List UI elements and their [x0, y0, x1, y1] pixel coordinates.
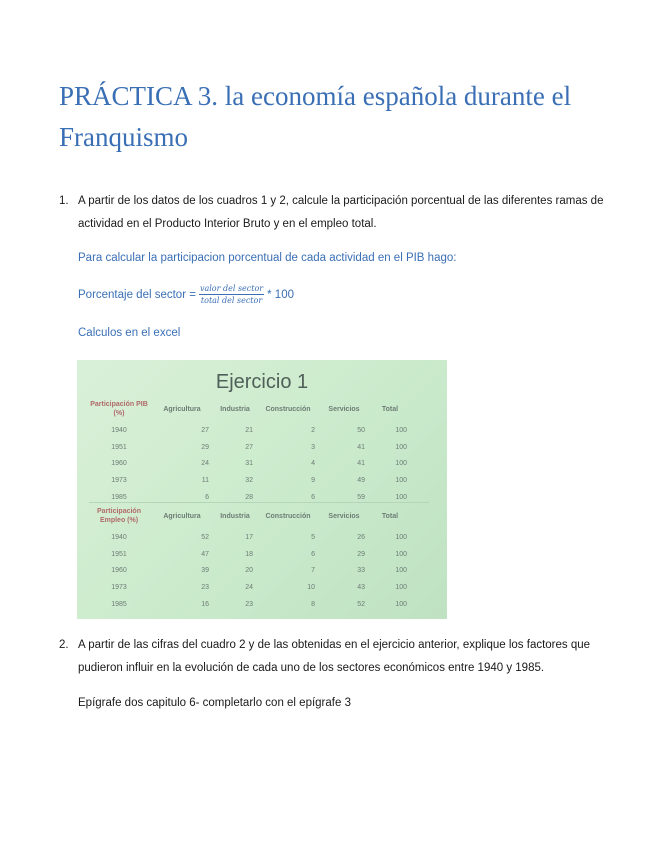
table-row: 1951 29 27 3 41 100: [111, 443, 407, 451]
column-header: Construcción: [265, 512, 311, 520]
table-row: 1951 47 18 6 29 100: [111, 550, 407, 558]
question-text: A partir de las cifras del cuadro 2 y de las obtenidas en el ejercicio anterior, explique los factores que pudieron influir en la evolución de cada uno de los sectores económicos entre 1940 y 1985.: [78, 639, 591, 674]
answer-1-note: Calculos en el excel: [78, 327, 181, 339]
question-number: 2.: [59, 639, 69, 651]
table-row: 1940 27 21 2 50 100: [111, 426, 407, 434]
table-row: 1960 24 31 4 41 100: [111, 460, 407, 468]
pib-table: [87, 396, 411, 506]
column-header: Total: [381, 405, 399, 413]
table-row: 1973 11 32 9 49 100: [111, 477, 407, 485]
column-header: Servicios: [328, 405, 360, 413]
table-row: 1985 16 23 8 52 100: [111, 601, 407, 609]
exercise-photo: [77, 360, 447, 619]
question-text: A partir de los datos de los cuadros 1 y 2, calcule la participación porcentual de las diferentes ramas de actividad en el Producto Interior Bruto y en el empleo total.: [78, 195, 604, 230]
answer-1-intro: Para calcular la participacion porcentual de cada actividad en el PIB hago:: [78, 252, 457, 264]
formula-fraction: [199, 284, 264, 305]
table-row: 1985 6 28 6 59 100: [111, 494, 407, 502]
percentage-formula: [78, 284, 294, 305]
question-number: 1.: [59, 195, 69, 207]
column-header: Agricultura: [163, 512, 201, 520]
pib-table-header: Participación PIB (%): [90, 401, 148, 417]
question-1: [59, 190, 619, 236]
column-header: Industria: [220, 405, 250, 413]
table-row: 1940 52 17 5 26 100: [111, 533, 407, 541]
formula-numerator: valor del sector: [199, 284, 264, 293]
column-header: Total: [381, 512, 399, 520]
page-title: PRÁCTICA 3. la economía española durante el Franquismo: [59, 81, 572, 152]
employment-table: [87, 503, 411, 613]
column-header: Agricultura: [163, 405, 201, 413]
employment-table-header: Participación Empleo (%): [97, 508, 141, 524]
formula-denominator: total del sector: [200, 296, 263, 305]
column-header: Construcción: [265, 405, 311, 413]
question-2: [59, 634, 619, 680]
formula-suffix: * 100: [267, 288, 294, 301]
column-header: Servicios: [328, 512, 360, 520]
table-row: 1960 39 20 7 33 100: [111, 567, 407, 575]
photo-title: Ejercicio 1: [215, 371, 309, 393]
answer-2-note: Epígrafe dos capitulo 6- completarlo con el epígrafe 3: [78, 697, 351, 709]
table-row: 1973 23 24 10 43 100: [111, 584, 407, 592]
column-header: Industria: [220, 512, 250, 520]
formula-label: Porcentaje del sector =: [78, 288, 196, 301]
